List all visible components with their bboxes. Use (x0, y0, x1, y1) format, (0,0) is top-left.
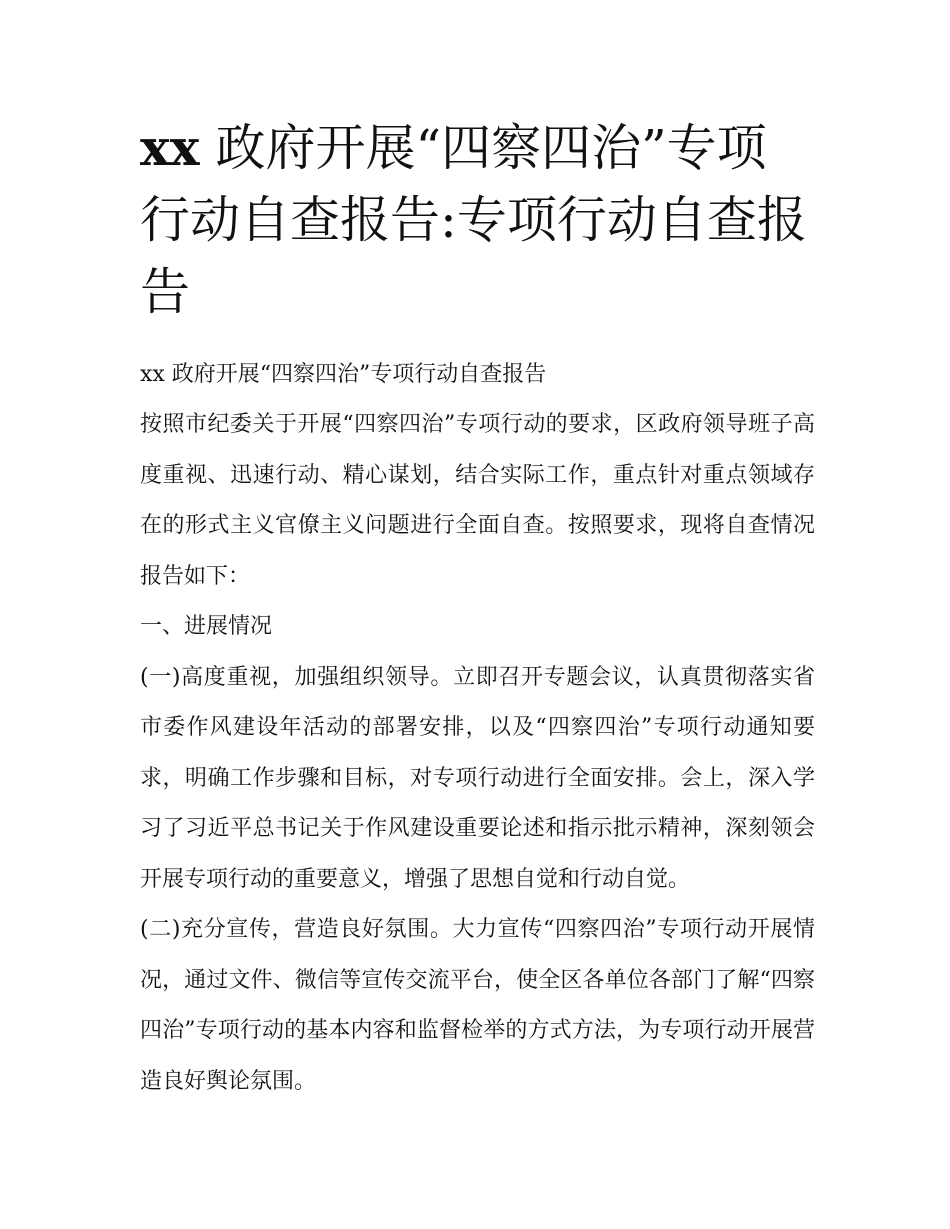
progress-item-2: (二)充分宣传，营造良好氛围。大力宣传“四察四治”专项行动开展情况，通过文件、微信等宣传交流平台，使全区各单位各部门了解“四察四治”专项行动的基本内容和监督检举的方式方法，为专项行动开展营造良好舆论氛围。 (140, 917, 815, 1094)
document-title-text: 政府开展“四察四治”专项行动自查报告:专项行动自查报告 (140, 119, 807, 321)
section-heading-progress: 一、进展情况 (140, 614, 273, 639)
document-subtitle: xx 政府开展“四察四治”专项行动自查报告 (140, 362, 547, 387)
document-title (140, 112, 815, 328)
intro-paragraph: 按照市纪委关于开展“四察四治”专项行动的要求，区政府领导班子高度重视、迅速行动、精心谋划，结合实际工作，重点针对重点领域存在的形式主义官僚主义问题进行全面自查。按照要求，现将自查情况报告如下： (140, 412, 815, 589)
progress-item-1: (一)高度重视，加强组织领导。立即召开专题会议，认真贯彻落实省市委作风建设年活动的部署安排，以及“四察四治”专项行动通知要求，明确工作步骤和目标，对专项行动进行全面安排。会上，深入学习了习近平总书记关于作风建设重要论述和指示批示精神，深刻领会开展专项行动的重要意义，增强了思想自觉和行动自觉。 (140, 664, 815, 892)
document-title-prefix: xx (140, 118, 200, 177)
document-page (140, 112, 815, 1107)
